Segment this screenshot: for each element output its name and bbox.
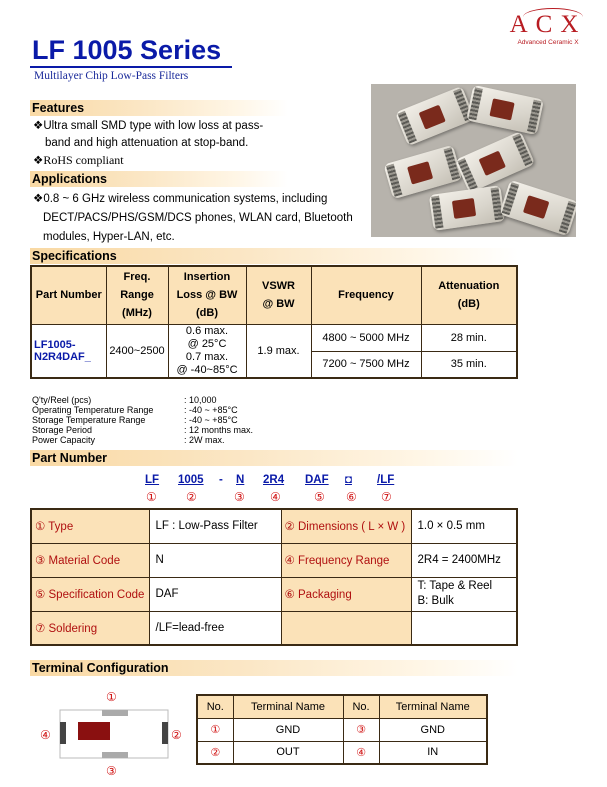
specifications-heading: Specifications xyxy=(30,248,518,264)
pn-code-dimensions: 1005 xyxy=(178,474,204,486)
col-freq-range: Freq. Range (MHz) xyxy=(106,266,168,324)
terminal-label-bottom: ③ xyxy=(106,764,117,778)
col-vswr: VSWR @ BW xyxy=(246,266,311,324)
pn-code-packaging: ◘ xyxy=(345,474,352,486)
pn-value: 2R4 = 2400MHz xyxy=(411,543,517,577)
pn-value: LF : Low-Pass Filter xyxy=(149,509,281,543)
logo-subtitle: Advanced Ceramic X xyxy=(517,39,579,46)
stopband-frequency-cell: 7200 ~ 7500 MHz xyxy=(311,351,421,378)
stopband-attenuation-cell: 28 min. xyxy=(421,324,517,351)
tc-name: OUT xyxy=(233,741,343,764)
tc-name: GND xyxy=(379,718,487,741)
pn-index: ③ xyxy=(234,490,245,504)
tc-name: GND xyxy=(233,718,343,741)
chip-image xyxy=(429,185,505,231)
pn-code-spec: DAF xyxy=(305,474,329,486)
logo-swoosh-icon xyxy=(523,8,583,26)
col-part-number: Part Number xyxy=(31,266,106,324)
bullet-icon: ❖ xyxy=(33,120,44,132)
freq-range-cell: 2400~2500 xyxy=(106,324,168,378)
parameter-row: Power Capacity : 2W max. xyxy=(32,435,225,445)
parameter-row: Q'ty/Reel (pcs) : 10,000 xyxy=(32,395,217,405)
pn-value: /LF=lead-free xyxy=(149,611,281,645)
pn-value: DAF xyxy=(149,577,281,611)
pn-index: ④ xyxy=(270,490,281,504)
pn-label: ① Type xyxy=(31,509,149,543)
chip-image xyxy=(499,180,576,236)
tc-header: Terminal Name xyxy=(379,695,487,718)
specifications-table xyxy=(30,265,518,379)
tc-name: IN xyxy=(379,741,487,764)
parameters-list xyxy=(32,395,253,445)
features-list xyxy=(33,118,363,170)
pn-index: ① xyxy=(146,490,157,504)
col-attenuation: Attenuation (dB) xyxy=(421,266,517,324)
terminal-table xyxy=(196,694,488,765)
chip-image xyxy=(395,86,475,146)
parameter-row: Operating Temperature Range : -40 ~ +85°C xyxy=(32,405,238,415)
feature-item: ❖Ultra small SMD type with low loss at pass- xyxy=(33,120,264,132)
logo-text: ACX xyxy=(509,11,587,38)
product-photo xyxy=(371,84,576,237)
part-number-cell: LF1005- N2R4DAF_ xyxy=(31,324,106,378)
chip-image xyxy=(466,85,544,135)
insertion-loss-cell: 0.6 max. @ 25°C 0.7 max. @ -40~85°C xyxy=(168,324,246,378)
pn-label: ⑤ Specification Code xyxy=(31,577,149,611)
pn-separator: - xyxy=(219,474,223,486)
features-heading: Features xyxy=(30,100,288,116)
pn-index: ⑦ xyxy=(381,490,392,504)
pn-value: T: Tape & Reel B: Bulk xyxy=(411,577,517,611)
pn-label-empty xyxy=(281,611,411,645)
tc-number: ④ xyxy=(343,741,379,764)
chip-outline-icon xyxy=(54,704,174,764)
acx-logo xyxy=(503,12,593,47)
pn-label: ② Dimensions ( L × W ) xyxy=(281,509,411,543)
pn-label: ⑥ Packaging xyxy=(281,577,411,611)
pn-label: ④ Frequency Range xyxy=(281,543,411,577)
pn-label: ③ Material Code xyxy=(31,543,149,577)
terminal-diagram xyxy=(40,690,190,780)
pn-value: 1.0 × 0.5 mm xyxy=(411,509,517,543)
pn-code-material: N xyxy=(236,474,245,486)
terminal-label-right: ② xyxy=(171,728,182,742)
applications-list: ❖0.8 ~ 6 GHz wireless communication systems, including DECT/PACS/PHS/GSM/DCS phones, WLAN card, Bluetooth modules, Hyper-LAN, etc. xyxy=(33,193,353,243)
pn-code-frequency: 2R4 xyxy=(263,474,285,486)
bullet-icon: ❖ xyxy=(33,193,44,205)
terminal-label-top: ① xyxy=(106,690,117,704)
pn-index: ⑥ xyxy=(346,490,357,504)
parameter-row: Storage Temperature Range : -40 ~ +85°C xyxy=(32,415,238,425)
pn-value-empty xyxy=(411,611,517,645)
stopband-frequency-cell: 4800 ~ 5000 MHz xyxy=(311,324,421,351)
pn-value: N xyxy=(149,543,281,577)
terminal-heading: Terminal Configuration xyxy=(30,660,518,676)
col-insertion-loss: Insertion Loss @ BW (dB) xyxy=(168,266,246,324)
bullet-icon: ❖ xyxy=(33,155,44,167)
tc-header: No. xyxy=(343,695,379,718)
tc-number: ③ xyxy=(343,718,379,741)
parameter-row: Storage Period : 12 months max. xyxy=(32,425,254,435)
pn-index: ② xyxy=(186,490,197,504)
part-number-heading: Part Number xyxy=(30,450,518,466)
pn-label: ⑦ Soldering xyxy=(31,611,149,645)
part-number-table xyxy=(30,508,518,646)
col-frequency: Frequency xyxy=(311,266,421,324)
feature-item-continuation: band and high attenuation at stop-band. xyxy=(45,137,249,149)
applications-heading: Applications xyxy=(30,171,288,187)
vswr-cell: 1.9 max. xyxy=(246,324,311,378)
tc-number: ② xyxy=(197,741,233,764)
stopband-attenuation-cell: 35 min. xyxy=(421,351,517,378)
tc-number: ① xyxy=(197,718,233,741)
page-title: LF 1005 Series xyxy=(32,35,222,65)
page-subtitle: Multilayer Chip Low-Pass Filters xyxy=(34,70,189,82)
title-underline xyxy=(30,66,232,68)
tc-header: No. xyxy=(197,695,233,718)
terminal-label-left: ④ xyxy=(40,728,51,742)
pn-code-soldering: /LF xyxy=(377,474,395,486)
pn-code-type: LF xyxy=(145,474,160,486)
tc-header: Terminal Name xyxy=(233,695,343,718)
feature-item: ❖RoHS compliant xyxy=(33,153,124,167)
pn-index: ⑤ xyxy=(314,490,325,504)
